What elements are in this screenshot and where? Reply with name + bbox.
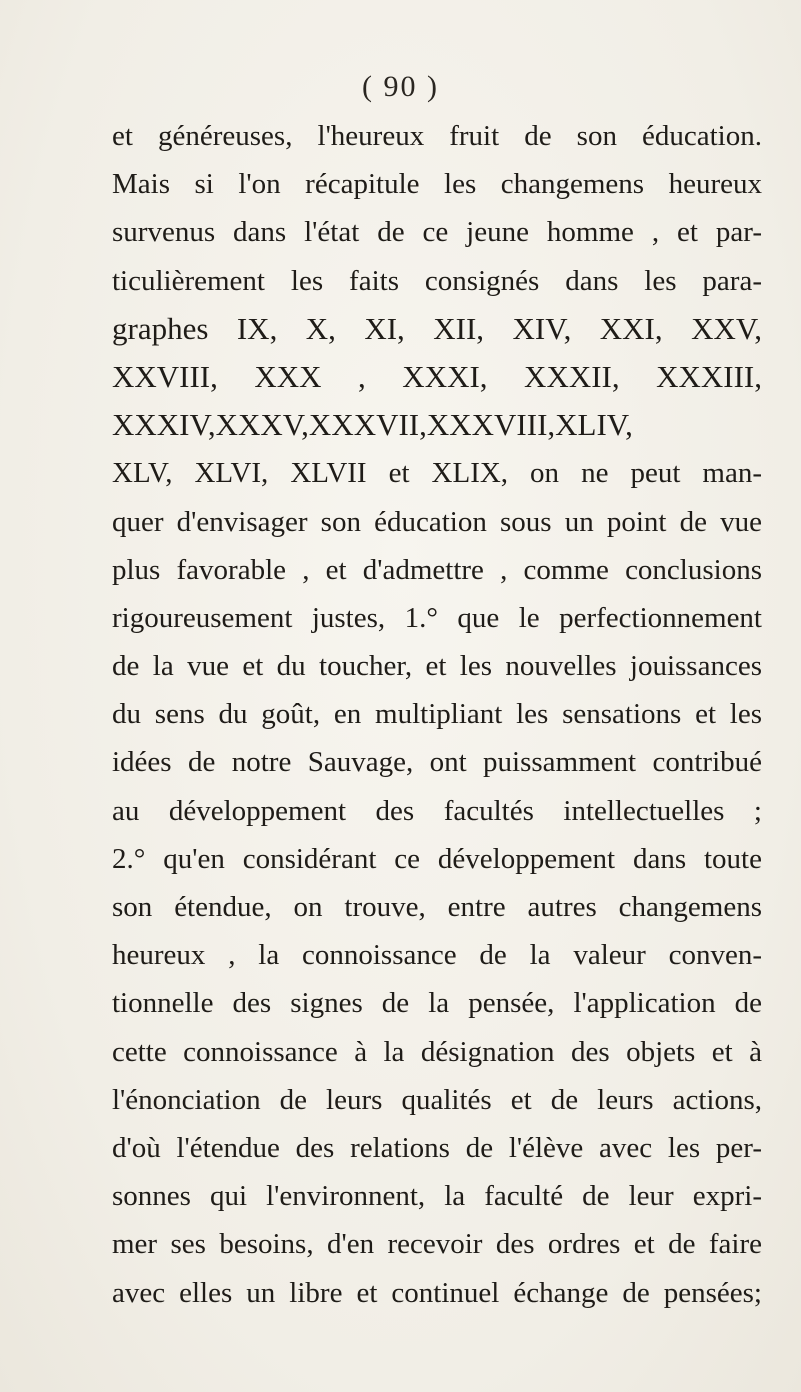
text-line: l'énonciation de leurs qualités et de leurs actions,	[112, 1083, 762, 1116]
text-line: cette connoissance à la désignation des objets et à	[112, 1035, 762, 1068]
text-line: plus favorable , et d'admettre , comme conclusions	[112, 553, 762, 586]
text-line: heureux , la connoissance de la valeur conven-	[112, 939, 762, 972]
text-line: au développement des facultés intellectuelles ;	[112, 794, 762, 827]
text-line: idées de notre Sauvage, ont puissamment contribué	[112, 746, 762, 779]
text-line: son étendue, on trouve, entre autres changemens	[112, 891, 762, 923]
text-line: avec elles un libre et continuel échange de pensées;	[112, 1276, 762, 1309]
text-line: et généreuses, l'heureux fruit de son éducation.	[112, 120, 762, 152]
text-line: XXVIII, XXX , XXXI, XXXII, XXXIII,	[112, 358, 762, 394]
text-line: ticulièrement les faits consignés dans les para-	[112, 264, 762, 297]
text-line: Mais si l'on récapitule les changemens heureux	[112, 168, 762, 201]
body-text	[112, 112, 762, 1317]
text-line: survenus dans l'état de ce jeune homme , et par-	[112, 216, 762, 249]
text-line: XXXIV,XXXV,XXXVII,XXXVIII,XLIV,	[112, 407, 633, 443]
text-line: XLV, XLVI, XLVII et XLIX, on ne peut man-	[112, 457, 762, 490]
text-line: mer ses besoins, d'en recevoir des ordres et de faire	[112, 1228, 762, 1261]
text-line: du sens du goût, en multipliant les sensations et les	[112, 698, 762, 731]
text-line: 2.° qu'en considérant ce développement dans toute	[112, 842, 762, 875]
text-line: tionnelle des signes de la pensée, l'application de	[112, 987, 762, 1020]
page-number: ( 90 )	[362, 70, 439, 103]
text-line: quer d'envisager son éducation sous un point de vue	[112, 505, 762, 538]
text-line: graphes IX, X, XI, XII, XIV, XXI, XXV,	[112, 310, 762, 346]
text-line: de la vue et du toucher, et les nouvelles jouissances	[112, 650, 762, 683]
text-line: rigoureusement justes, 1.° que le perfectionnement	[112, 601, 762, 634]
text-line: sonnes qui l'environnent, la faculté de leur expri-	[112, 1180, 762, 1213]
text-line: d'où l'étendue des relations de l'élève avec les per-	[112, 1131, 762, 1164]
